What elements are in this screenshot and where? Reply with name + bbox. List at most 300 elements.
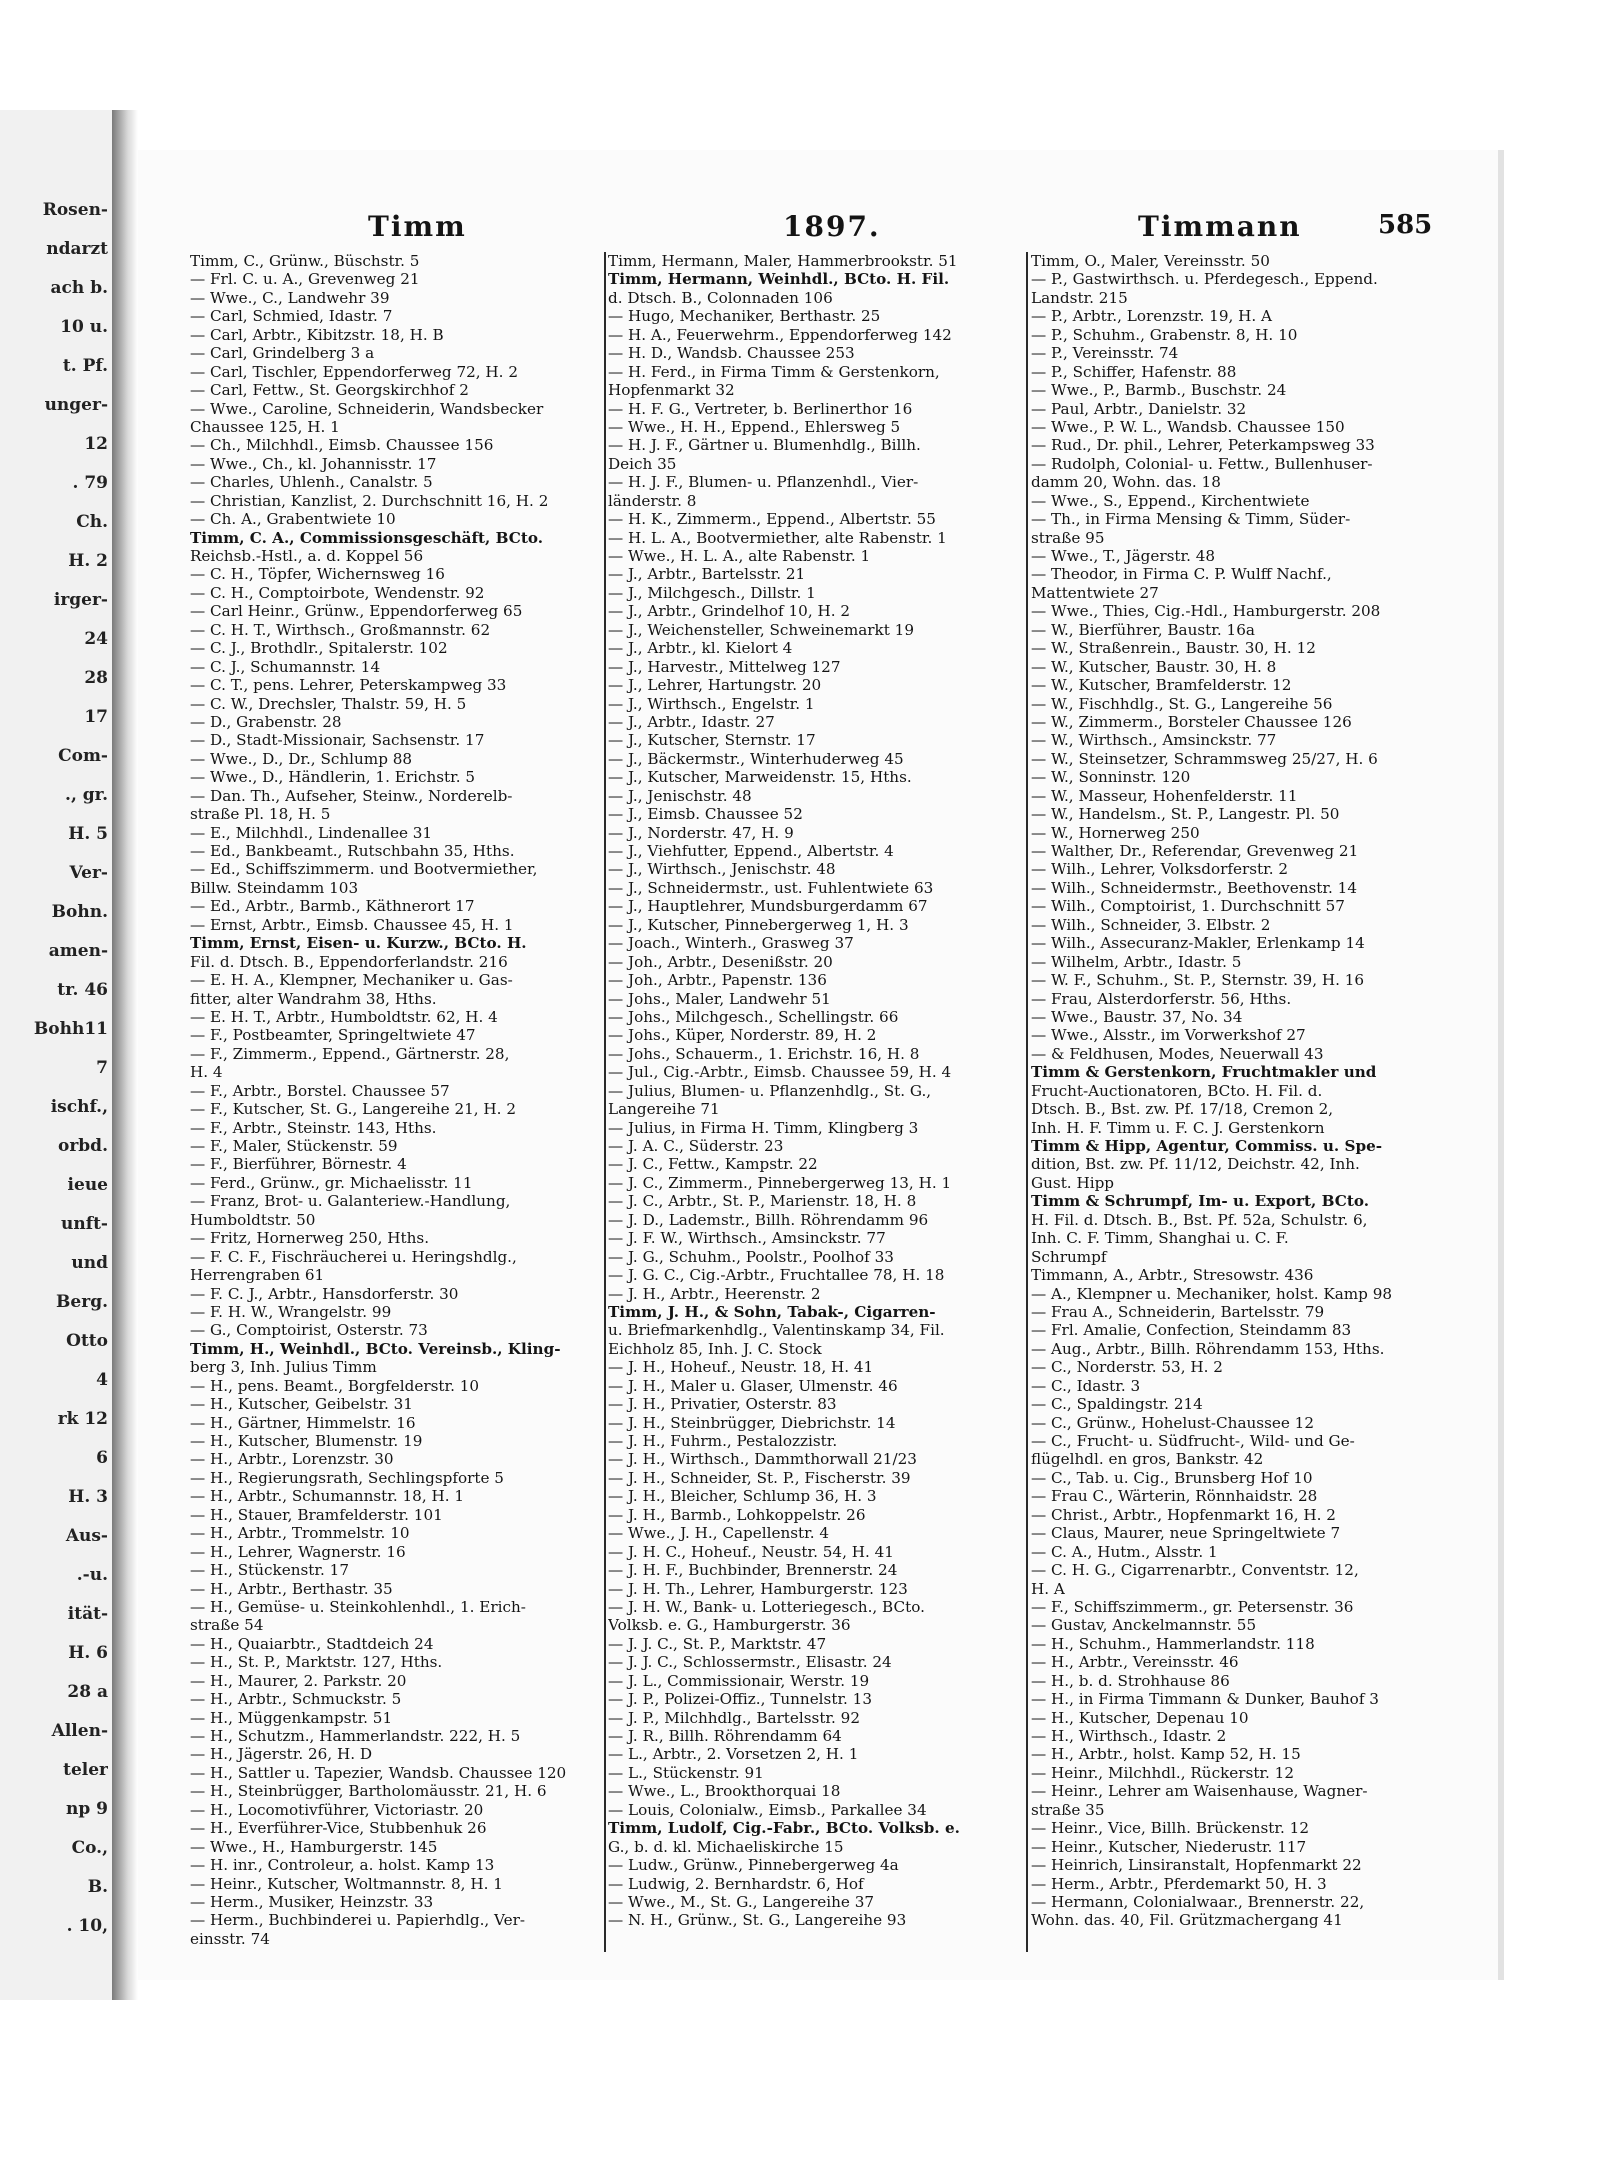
adjacent-text-fragment: Ch. — [76, 512, 108, 532]
adjacent-text-fragment: amen- — [48, 941, 108, 961]
directory-entry: — Wilh., Schneider, 3. Elbstr. 2 — [1031, 915, 1271, 934]
directory-entry: H. A — [1031, 1579, 1065, 1598]
directory-entry: — H., Arbtr., Berthastr. 35 — [190, 1579, 393, 1598]
directory-entry: — J. H., Maler u. Glaser, Ulmenstr. 46 — [608, 1376, 898, 1395]
directory-entry: — J., Weichensteller, Schweinemarkt 19 — [608, 620, 914, 639]
header-year: 1897. — [783, 210, 881, 243]
directory-entry: Timm, J. H., & Sohn, Tabak-, Cigarren- — [608, 1302, 936, 1321]
directory-entry: — J., Wirthsch., Jenischstr. 48 — [608, 860, 836, 879]
directory-entry: — H., Lehrer, Wagnerstr. 16 — [190, 1542, 406, 1561]
directory-entry: — Heinr., Milchhdl., Rückerstr. 12 — [1031, 1763, 1294, 1782]
directory-entry: — F., Postbeamter, Springeltwiete 47 — [190, 1026, 476, 1045]
directory-entry: dition, Bst. zw. Pf. 11/12, Deichstr. 42, Inh. — [1031, 1155, 1360, 1174]
directory-entry: — J., Viehfutter, Eppend., Albertstr. 4 — [608, 842, 894, 860]
directory-entry: d. Dtsch. B., Colonnaden 106 — [608, 288, 833, 307]
directory-entry: — Wwe., D., Händlerin, 1. Erichstr. 5 — [190, 768, 476, 787]
directory-entry: — J. H., Steinbrügger, Diebrichstr. 14 — [608, 1413, 896, 1432]
adjacent-text-fragment: 6 — [96, 1448, 108, 1468]
adjacent-text-fragment: Co., — [71, 1838, 108, 1858]
directory-entry: — D., Stadt-Missionair, Sachsenstr. 17 — [190, 731, 485, 750]
directory-entry: — Herm., Musiker, Heinzstr. 33 — [190, 1892, 434, 1911]
directory-entry: — C. H., Comptoirbote, Wendenstr. 92 — [190, 583, 485, 602]
directory-entry: — J. C., Zimmerm., Pinnebergerweg 13, H. 1 — [608, 1173, 952, 1192]
directory-entry: — Wwe., Ch., kl. Johannisstr. 17 — [190, 454, 437, 473]
directory-entry: — Wwe., P. W. L., Wandsb. Chaussee 150 — [1031, 417, 1345, 436]
directory-entry: — Wwe., Thies, Cig.-Hdl., Hamburgerstr. 208 — [1031, 602, 1381, 621]
directory-entry: — H., Jägerstr. 26, H. D — [190, 1745, 373, 1764]
directory-entry: Inh. H. F. Timm u. F. C. J. Gerstenkorn — [1031, 1118, 1325, 1137]
directory-entry: — Paul, Arbtr., Danielstr. 32 — [1031, 399, 1247, 418]
adjacent-text-fragment: ach b. — [50, 278, 108, 298]
adjacent-text-fragment: H. 6 — [68, 1643, 108, 1663]
directory-entry: — H., Kutscher, Geibelstr. 31 — [190, 1395, 413, 1414]
directory-entry: — H. Ferd., in Firma Timm & Gerstenkorn, — [608, 362, 940, 381]
directory-entry: — C. J., Brothdlr., Spitalerstr. 102 — [190, 639, 448, 658]
directory-entry: — W., Kutscher, Baustr. 30, H. 8 — [1031, 657, 1277, 676]
directory-entry: — W., Wirthsch., Amsinckstr. 77 — [1031, 731, 1277, 750]
directory-entry: — W., Straßenrein., Baustr. 30, H. 12 — [1031, 639, 1316, 658]
directory-entry: — H. A., Feuerwehrm., Eppendorferweg 142 — [608, 325, 952, 344]
directory-entry: — Frau, Alsterdorferstr. 56, Hths. — [1031, 989, 1292, 1008]
directory-entry: Schrumpf — [1031, 1247, 1107, 1266]
directory-entry: — Wwe., H. L. A., alte Rabenstr. 1 — [608, 547, 871, 565]
book-gutter — [112, 110, 138, 2000]
directory-entry: — C. W., Drechsler, Thalstr. 59, H. 5 — [190, 694, 467, 713]
adjacent-text-fragment: orbd. — [58, 1136, 108, 1156]
directory-entry: Billw. Steindamm 103 — [190, 878, 359, 897]
directory-entry: — Wilh., Lehrer, Volksdorferstr. 2 — [1031, 860, 1289, 879]
directory-entry: — J. J. C., St. P., Marktstr. 47 — [608, 1634, 827, 1653]
directory-entry: — H., Kutscher, Depenau 10 — [1031, 1708, 1249, 1727]
directory-entry: — W., Bierführer, Baustr. 16a — [1031, 620, 1255, 639]
directory-entry: — F. H. W., Wrangelstr. 99 — [190, 1302, 392, 1321]
directory-entry: — Ed., Bankbeamt., Rutschbahn 35, Hths. — [190, 842, 515, 860]
directory-entry: — H. inr., Controleur, a. holst. Kamp 13 — [190, 1856, 495, 1875]
adjacent-text-fragment: rk 12 — [57, 1409, 108, 1429]
adjacent-text-fragment: und — [71, 1253, 108, 1273]
directory-entry: — Heinrich, Linsiranstalt, Hopfenmarkt 22 — [1031, 1856, 1362, 1875]
directory-entry: — J. H., Schneider, St. P., Fischerstr. 39 — [608, 1468, 911, 1487]
directory-entry: — J. H. F., Buchbinder, Brennerstr. 24 — [608, 1561, 898, 1580]
directory-entry: einsstr. 74 — [190, 1929, 270, 1948]
directory-entry: — Heinr., Vice, Billh. Brückenstr. 12 — [1031, 1819, 1309, 1838]
directory-entry: Timm, Hermann, Maler, Hammerbrookstr. 51 — [608, 252, 958, 270]
directory-entry: Volksb. e. G., Hamburgerstr. 36 — [608, 1616, 851, 1635]
directory-entry: — H., Locomotivführer, Victoriastr. 20 — [190, 1800, 484, 1819]
column-divider — [604, 252, 606, 1952]
directory-entry: — F. C. F., Fischräucherei u. Heringshdlg., — [190, 1247, 517, 1266]
directory-entry: — Wilh., Schneidermstr., Beethovenstr. 14 — [1031, 878, 1357, 897]
directory-entry: — J., Kutscher, Sternstr. 17 — [608, 731, 816, 750]
directory-entry: Landstr. 215 — [1031, 288, 1128, 307]
directory-entry: — H. L. A., Bootvermiether, alte Rabenstr. 1 — [608, 528, 947, 547]
directory-entry: — J. H. Th., Lehrer, Hamburgerstr. 123 — [608, 1579, 908, 1598]
directory-entry: — Wilh., Comptoirist, 1. Durchschnitt 57 — [1031, 897, 1345, 916]
directory-entry: straße 35 — [1031, 1800, 1105, 1819]
directory-entry: Dtsch. B., Bst. zw. Pf. 17/18, Cremon 2, — [1031, 1100, 1334, 1119]
directory-entry: — W., Zimmerm., Borsteler Chaussee 126 — [1031, 712, 1352, 731]
directory-entry: — Wwe., Alsstr., im Vorwerkshof 27 — [1031, 1026, 1306, 1045]
directory-entry: — Hugo, Mechaniker, Berthastr. 25 — [608, 307, 881, 326]
adjacent-text-fragment: Allen- — [51, 1721, 108, 1741]
directory-entry: Frucht-Auctionatoren, BCto. H. Fil. d. — [1031, 1081, 1323, 1100]
directory-entry: — J., Norderstr. 47, H. 9 — [608, 823, 794, 842]
adjacent-text-fragment: t. Pf. — [62, 356, 108, 376]
directory-entry: — Rud., Dr. phil., Lehrer, Peterkampsweg 33 — [1031, 436, 1375, 455]
adjacent-text-fragment: 12 — [84, 434, 108, 454]
directory-entry: — J. C., Fettw., Kampstr. 22 — [608, 1155, 818, 1174]
directory-entry: — A., Klempner u. Mechaniker, holst. Kamp 98 — [1031, 1284, 1393, 1303]
adjacent-text-fragment: 28 — [84, 668, 108, 688]
directory-entry: — J., Arbtr., Bartelsstr. 21 — [608, 565, 806, 584]
directory-entry: — J., Lehrer, Hartungstr. 20 — [608, 676, 822, 695]
directory-entry: — J., Arbtr., kl. Kielort 4 — [608, 639, 793, 658]
directory-entry: — W., Kutscher, Bramfelderstr. 12 — [1031, 676, 1292, 695]
directory-entry: — Ludwig, 2. Bernhardstr. 6, Hof — [608, 1874, 864, 1893]
directory-entry: — Ferd., Grünw., gr. Michaelisstr. 11 — [190, 1173, 473, 1192]
directory-entry: Deich 35 — [608, 454, 677, 473]
directory-entry: — P., Arbtr., Lorenzstr. 19, H. A — [1031, 307, 1273, 326]
directory-entry: Timm, O., Maler, Vereinsstr. 50 — [1031, 252, 1270, 270]
directory-entry: — Ludw., Grünw., Pinnebergerweg 4a — [608, 1856, 899, 1875]
directory-entry: — Frau C., Wärterin, Rönnhaidstr. 28 — [1031, 1487, 1318, 1506]
directory-entry: — Wwe., Caroline, Schneiderin, Wandsbecker — [190, 399, 544, 418]
directory-entry: — H., Schutzm., Hammerlandstr. 222, H. 5 — [190, 1727, 521, 1745]
directory-entry: — J. J. C., Schlossermstr., Elisastr. 24 — [608, 1653, 892, 1672]
column-divider — [1026, 252, 1028, 1952]
directory-entry: Timm, C. A., Commissionsgeschäft, BCto. — [190, 528, 544, 547]
directory-entry: berg 3, Inh. Julius Timm — [190, 1358, 377, 1377]
directory-entry: — C., Norderstr. 53, H. 2 — [1031, 1358, 1223, 1377]
header-left-keyword: Timm — [368, 210, 467, 243]
directory-entry: — Louis, Colonialw., Eimsb., Parkallee 34 — [608, 1800, 927, 1819]
directory-entry: — H., Regierungsrath, Sechlingspforte 5 — [190, 1468, 504, 1487]
directory-entry: — D., Grabenstr. 28 — [190, 712, 342, 731]
directory-entry: — Wwe., C., Landwehr 39 — [190, 288, 390, 307]
directory-entry: — Christian, Kanzlist, 2. Durchschnitt 16, H. 2 — [190, 491, 549, 510]
header-right-keyword: Timmann — [1138, 210, 1302, 243]
directory-entry: — C. H. T., Wirthsch., Großmannstr. 62 — [190, 620, 491, 639]
directory-entry: — C., Idastr. 3 — [1031, 1376, 1141, 1395]
directory-entry: H. Fil. d. Dtsch. B., Bst. Pf. 52a, Schulstr. 6, — [1031, 1210, 1368, 1229]
directory-entry: — J. D., Lademstr., Billh. Röhrendamm 96 — [608, 1210, 929, 1229]
directory-entry: — Joach., Winterh., Grasweg 37 — [608, 934, 854, 953]
adjacent-text-fragment: unger- — [44, 395, 108, 415]
directory-entry: — J. H., Arbtr., Heerenstr. 2 — [608, 1284, 821, 1303]
adjacent-text-fragment: 10 u. — [60, 317, 108, 337]
directory-entry: — H., Quaiarbtr., Stadtdeich 24 — [190, 1634, 434, 1653]
adjacent-text-fragment: Com- — [58, 746, 108, 766]
adjacent-text-fragment: H. 3 — [68, 1487, 108, 1507]
directory-entry: — J. H., Barmb., Lohkoppelstr. 26 — [608, 1505, 866, 1524]
directory-entry: — P., Vereinsstr. 74 — [1031, 344, 1179, 363]
directory-entry: u. Briefmarkenhdlg., Valentinskamp 34, Fil. — [608, 1321, 945, 1340]
directory-entry: — L., Arbtr., 2. Vorsetzen 2, H. 1 — [608, 1745, 859, 1764]
directory-entry: — H., Maurer, 2. Parkstr. 20 — [190, 1671, 407, 1690]
adjacent-text-fragment: Bohh11 — [33, 1019, 108, 1039]
directory-entry: — W., Steinsetzer, Schrammsweg 25/27, H. 6 — [1031, 749, 1378, 768]
directory-entry: — Wwe., D., Dr., Schlump 88 — [190, 749, 413, 768]
column-1 — [190, 252, 600, 1952]
directory-entry: — J. C., Arbtr., St. P., Marienstr. 18, H. 8 — [608, 1192, 917, 1211]
directory-entry: Timm, H., Weinhdl., BCto. Vereinsb., Kling- — [190, 1339, 561, 1358]
directory-entry: — H., Arbtr., Trommelstr. 10 — [190, 1524, 410, 1543]
directory-entry: — W., Handelsm., St. P., Langestr. Pl. 50 — [1031, 805, 1340, 824]
directory-entry: — Julius, Blumen- u. Pflanzenhdlg., St. G., — [608, 1081, 932, 1100]
directory-entry: — Theodor, in Firma C. P. Wulff Nachf., — [1031, 565, 1332, 584]
directory-entry: — H., Arbtr., Schmuckstr. 5 — [190, 1690, 402, 1709]
directory-entry: — Wwe., H., Hamburgerstr. 145 — [190, 1837, 438, 1856]
directory-entry: straße Pl. 18, H. 5 — [190, 805, 331, 824]
adjacent-text-fragment: Aus- — [65, 1526, 108, 1546]
adjacent-text-fragment: ischf., — [50, 1097, 108, 1117]
directory-entry: — H., Sattler u. Tapezier, Wandsb. Chaussee 120 — [190, 1763, 567, 1782]
directory-entry: länderstr. 8 — [608, 491, 697, 510]
directory-entry: — Wwe., Baustr. 37, No. 34 — [1031, 1007, 1243, 1026]
directory-entry: — Claus, Maurer, neue Springeltwiete 7 — [1031, 1524, 1341, 1543]
directory-entry: — Wwe., P., Barmb., Buschstr. 24 — [1031, 381, 1287, 400]
directory-entry: — J., Hauptlehrer, Mundsburgerdamm 67 — [608, 897, 928, 916]
directory-entry: — J. P., Milchhdlg., Bartelsstr. 92 — [608, 1708, 861, 1727]
directory-entry: — Joh., Arbtr., Desenißstr. 20 — [608, 952, 833, 971]
directory-entry: Chaussee 125, H. 1 — [190, 417, 340, 436]
directory-entry: Mattentwiete 27 — [1031, 583, 1159, 602]
directory-entry: — Ed., Schiffszimmerm. und Bootvermiether, — [190, 860, 538, 879]
directory-entry: — Ch., Milchhdl., Eimsb. Chaussee 156 — [190, 436, 494, 455]
directory-entry: — J., Arbtr., Grindelhof 10, H. 2 — [608, 602, 851, 621]
directory-entry: — J., Eimsb. Chaussee 52 — [608, 805, 803, 824]
directory-entry: Timm & Gerstenkorn, Fruchtmakler und — [1031, 1063, 1377, 1082]
directory-entry: — Hermann, Colonialwaar., Brennerstr. 22, — [1031, 1892, 1365, 1911]
directory-entry: fitter, alter Wandrahm 38, Hths. — [190, 989, 437, 1008]
directory-entry: — J., Bäckermstr., Winterhuderweg 45 — [608, 749, 904, 768]
directory-entry: — W. F., Schuhm., St. P., Sternstr. 39, H. 16 — [1031, 971, 1365, 990]
column-3 — [1031, 252, 1441, 1952]
directory-entry: — H., Arbtr., Vereinsstr. 46 — [1031, 1653, 1239, 1672]
adjacent-text-fragment: . 79 — [72, 473, 108, 493]
directory-entry: — Gustav, Anckelmannstr. 55 — [1031, 1616, 1257, 1635]
directory-entry: — Ernst, Arbtr., Eimsb. Chaussee 45, H. 1 — [190, 915, 514, 934]
directory-entry: — Carl, Fettw., St. Georgskirchhof 2 — [190, 381, 469, 400]
directory-entry: — J., Jenischstr. 48 — [608, 786, 752, 805]
directory-entry: — Rudolph, Colonial- u. Fettw., Bullenhuser- — [1031, 454, 1373, 473]
column-2 — [608, 252, 1018, 1952]
directory-entry: Reichsb.-Hstl., a. d. Koppel 56 — [190, 547, 424, 565]
directory-entry: — H., Arbtr., Lorenzstr. 30 — [190, 1450, 394, 1469]
directory-entry: Gust. Hipp — [1031, 1173, 1115, 1192]
directory-entry: — Frl. Amalie, Confection, Steindamm 83 — [1031, 1321, 1352, 1340]
adjacent-text-fragment: 7 — [96, 1058, 108, 1078]
directory-entry: — Dan. Th., Aufseher, Steinw., Norderelb- — [190, 786, 513, 805]
directory-entry: — W., Hornerweg 250 — [1031, 823, 1200, 842]
adjacent-text-fragment: 17 — [84, 707, 108, 727]
adjacent-text-fragment: Ver- — [69, 863, 108, 883]
adjacent-page-fragment — [0, 110, 115, 2000]
directory-entry: Langereihe 71 — [608, 1100, 720, 1119]
directory-entry: — C., Tab. u. Cig., Brunsberg Hof 10 — [1031, 1468, 1313, 1487]
directory-entry: — H., Everführer-Vice, Stubbenhuk 26 — [190, 1819, 487, 1838]
directory-entry: — J., Kutscher, Pinnebergerweg 1, H. 3 — [608, 915, 909, 934]
directory-entry: flügelhdl. en gros, Bankstr. 42 — [1031, 1450, 1264, 1469]
directory-entry: — Wilh., Assecuranz-Makler, Erlenkamp 14 — [1031, 934, 1365, 953]
directory-entry: — Heinr., Kutscher, Niederustr. 117 — [1031, 1837, 1307, 1856]
directory-entry: — H. F. G., Vertreter, b. Berlinerthor 16 — [608, 399, 913, 418]
directory-entry: — Th., in Firma Mensing & Timm, Süder- — [1031, 510, 1351, 529]
directory-entry: — Carl, Grindelberg 3 a — [190, 344, 375, 363]
directory-entry: Eichholz 85, Inh. J. C. Stock — [608, 1339, 822, 1358]
directory-entry: — C., Grünw., Hohelust-Chaussee 12 — [1031, 1413, 1314, 1432]
page-number: 585 — [1378, 210, 1433, 240]
directory-entry: — H., in Firma Timmann & Dunker, Bauhof 3 — [1031, 1690, 1379, 1709]
directory-entry: — F., Schiffszimmerm., gr. Petersenstr. 36 — [1031, 1597, 1354, 1616]
directory-entry: — J., Schneidermstr., ust. Fuhlentwiete 63 — [608, 878, 934, 897]
directory-entry: — H., Arbtr., Schumannstr. 18, H. 1 — [190, 1487, 465, 1506]
directory-entry: Timm, C., Grünw., Büschstr. 5 — [190, 252, 420, 270]
page-header — [138, 210, 1498, 250]
directory-entry: — J. H. W., Bank- u. Lotteriegesch., BCto. — [608, 1597, 925, 1616]
adjacent-text-fragment: np 9 — [66, 1799, 108, 1819]
directory-entry: — L., Stückenstr. 91 — [608, 1763, 764, 1782]
directory-entry: — C. H. G., Cigarrenarbtr., Conventstr. 12, — [1031, 1561, 1359, 1580]
directory-entry: — F., Bierführer, Börnestr. 4 — [190, 1155, 407, 1174]
directory-entry: — Aug., Arbtr., Billh. Röhrendamm 153, Hths. — [1031, 1339, 1385, 1358]
adjacent-text-fragment: Berg. — [56, 1292, 108, 1312]
directory-entry: — C. T., pens. Lehrer, Peterskampweg 33 — [190, 676, 507, 695]
directory-entry: Timm & Hipp, Agentur, Commiss. u. Spe- — [1031, 1137, 1383, 1155]
directory-entry: straße 95 — [1031, 528, 1105, 547]
directory-entry: — Christ., Arbtr., Hopfenmarkt 16, H. 2 — [1031, 1505, 1336, 1524]
adjacent-text-fragment: 4 — [96, 1370, 108, 1390]
directory-entry: — Carl, Tischler, Eppendorferweg 72, H. 2 — [190, 362, 518, 381]
directory-entry: — G., Comptoirist, Osterstr. 73 — [190, 1321, 428, 1340]
directory-entry: — J. H., Fuhrm., Pestalozzistr. — [608, 1432, 838, 1450]
directory-entry: — H., Gemüse- u. Steinkohlenhdl., 1. Erich- — [190, 1597, 526, 1616]
directory-entry: Timm & Schrumpf, Im- u. Export, BCto. — [1031, 1192, 1369, 1211]
directory-entry: — Carl Heinr., Grünw., Eppendorferweg 65 — [190, 602, 523, 621]
directory-entry: — Johs., Maler, Landwehr 51 — [608, 989, 831, 1008]
directory-entry: — H., Wirthsch., Idastr. 2 — [1031, 1727, 1227, 1745]
adjacent-text-fragment: unft- — [61, 1214, 108, 1234]
directory-entry: — P., Schiffer, Hafenstr. 88 — [1031, 362, 1237, 381]
adjacent-text-fragment: . 10, — [66, 1916, 108, 1936]
adjacent-text-fragment: 28 a — [67, 1682, 108, 1702]
directory-entry: — J. P., Polizei-Offiz., Tunnelstr. 13 — [608, 1690, 873, 1709]
directory-entry: — E., Milchhdl., Lindenallee 31 — [190, 823, 433, 842]
directory-entry: Inh. C. F. Timm, Shanghai u. C. F. — [1031, 1229, 1289, 1248]
directory-entry: — J. G. C., Cig.-Arbtr., Fruchtallee 78, H. 18 — [608, 1266, 945, 1285]
directory-entry: — J., Milchgesch., Dillstr. 1 — [608, 583, 816, 602]
adjacent-text-fragment: ität- — [67, 1604, 108, 1624]
directory-entry: — Frl. C. u. A., Grevenweg 21 — [190, 270, 420, 289]
directory-entry: — P., Schuhm., Grabenstr. 8, H. 10 — [1031, 325, 1298, 344]
directory-entry: Fil. d. Dtsch. B., Eppendorferlandstr. 216 — [190, 952, 508, 971]
adjacent-text-fragment: tr. 46 — [57, 980, 108, 1000]
directory-entry: — Johs., Milchgesch., Schellingstr. 66 — [608, 1007, 899, 1026]
directory-entry: — Franz, Brot- u. Galanteriew.-Handlung, — [190, 1192, 511, 1211]
directory-entry: — J. H., Privatier, Osterstr. 83 — [608, 1395, 837, 1414]
directory-entry: — Carl, Schmied, Idastr. 7 — [190, 307, 393, 326]
directory-entry: — H., Gärtner, Himmelstr. 16 — [190, 1413, 416, 1432]
directory-entry: — Herm., Arbtr., Pferdemarkt 50, H. 3 — [1031, 1874, 1327, 1893]
directory-entry: — Wwe., L., Brookthorquai 18 — [608, 1782, 841, 1801]
directory-entry: — W., Sonninstr. 120 — [1031, 768, 1191, 787]
directory-entry: — F., Maler, Stückenstr. 59 — [190, 1137, 398, 1155]
directory-entry: — H., pens. Beamt., Borgfelderstr. 10 — [190, 1376, 480, 1395]
directory-entry: — Charles, Uhlenh., Canalstr. 5 — [190, 473, 433, 492]
directory-entry: straße 54 — [190, 1616, 264, 1635]
adjacent-text-fragment: 24 — [84, 629, 108, 649]
directory-entry: — J., Arbtr., Idastr. 27 — [608, 712, 775, 731]
directory-entry: H. 4 — [190, 1063, 223, 1082]
directory-entry: — H., St. P., Marktstr. 127, Hths. — [190, 1653, 443, 1672]
directory-entry: — J., Kutscher, Marweidenstr. 15, Hths. — [608, 768, 912, 787]
directory-entry: — Fritz, Hornerweg 250, Hths. — [190, 1229, 430, 1248]
directory-entry: — J., Wirthsch., Engelstr. 1 — [608, 694, 815, 713]
directory-entry: — J. F. W., Wirthsch., Amsinckstr. 77 — [608, 1229, 886, 1248]
adjacent-text-fragment: teler — [63, 1760, 108, 1780]
directory-entry: — Jul., Cig.-Arbtr., Eimsb. Chaussee 59, H. 4 — [608, 1063, 952, 1082]
directory-entry: — Herm., Buchbinderei u. Papierhdlg., Ver- — [190, 1911, 525, 1930]
directory-entry: — C., Spaldingstr. 214 — [1031, 1395, 1203, 1414]
directory-entry: — F., Kutscher, St. G., Langereihe 21, H. 2 — [190, 1100, 516, 1119]
directory-entry: — H., Steinbrügger, Bartholomäusstr. 21, H. 6 — [190, 1782, 547, 1801]
directory-entry: — Heinr., Kutscher, Woltmannstr. 8, H. 1 — [190, 1874, 503, 1893]
directory-entry: — J. H. C., Hoheuf., Neustr. 54, H. 41 — [608, 1542, 894, 1561]
adjacent-text-fragment: H. 5 — [68, 824, 108, 844]
directory-entry: — H., b. d. Strohhause 86 — [1031, 1671, 1230, 1690]
directory-entry: — Johs., Schauerm., 1. Erichstr. 16, H. 8 — [608, 1044, 920, 1063]
directory-entry: — Wwe., J. H., Capellenstr. 4 — [608, 1524, 830, 1543]
directory-entry: — Ed., Arbtr., Barmb., Käthnerort 17 — [190, 897, 475, 916]
directory-entry: — Ch. A., Grabentwiete 10 — [190, 510, 396, 529]
directory-entry: — J. R., Billh. Röhrendamm 64 — [608, 1727, 842, 1745]
directory-entry: — F., Zimmerm., Eppend., Gärtnerstr. 28, — [190, 1044, 510, 1063]
directory-entry: — E. H. A., Klempner, Mechaniker u. Gas- — [190, 971, 513, 990]
directory-entry: — Wwe., T., Jägerstr. 48 — [1031, 547, 1216, 565]
directory-entry: — H., Stückenstr. 17 — [190, 1561, 349, 1580]
directory-entry: — J. H., Hoheuf., Neustr. 18, H. 41 — [608, 1358, 874, 1377]
directory-entry: — E. H. T., Arbtr., Humboldtstr. 62, H. 4 — [190, 1007, 498, 1026]
adjacent-text-fragment: B. — [87, 1877, 108, 1897]
directory-entry: — H. D., Wandsb. Chaussee 253 — [608, 344, 855, 363]
directory-entry: — N. H., Grünw., St. G., Langereihe 93 — [608, 1911, 907, 1930]
adjacent-text-fragment: irger- — [53, 590, 108, 610]
adjacent-text-fragment: Rosen- — [42, 200, 108, 220]
directory-entry: — C. J., Schumannstr. 14 — [190, 657, 381, 676]
directory-page — [138, 150, 1498, 1980]
directory-entry: — C., Frucht- u. Südfrucht-, Wild- und Ge- — [1031, 1432, 1355, 1450]
directory-entry: Timmann, A., Arbtr., Stresowstr. 436 — [1031, 1266, 1314, 1285]
directory-entry: — Wwe., H. H., Eppend., Ehlersweg 5 — [608, 417, 901, 436]
directory-entry: Timm, Hermann, Weinhdl., BCto. H. Fil. — [608, 270, 950, 289]
directory-entry: — J., Harvestr., Mittelweg 127 — [608, 657, 841, 676]
directory-entry: — H. J. F., Blumen- u. Pflanzenhdl., Vier- — [608, 473, 919, 492]
directory-entry: Wohn. das. 40, Fil. Grützmachergang 41 — [1031, 1911, 1343, 1930]
directory-entry: — J. L., Commissionair, Werstr. 19 — [608, 1671, 870, 1690]
directory-entry: — W., Masseur, Hohenfelderstr. 11 — [1031, 786, 1298, 805]
directory-entry: — Frau A., Schneiderin, Bartelsstr. 79 — [1031, 1302, 1325, 1321]
directory-entry: Herrengraben 61 — [190, 1266, 325, 1285]
directory-entry: — Johs., Küper, Norderstr. 89, H. 2 — [608, 1026, 877, 1045]
directory-entry: — P., Gastwirthsch. u. Pferdegesch., Eppend. — [1031, 270, 1378, 289]
adjacent-text-fragment: ndarzt — [46, 239, 108, 259]
directory-entry: — Walther, Dr., Referendar, Grevenweg 21 — [1031, 842, 1359, 860]
directory-entry: — Wwe., S., Eppend., Kirchentwiete — [1031, 491, 1310, 510]
directory-entry: damm 20, Wohn. das. 18 — [1031, 473, 1221, 492]
directory-entry: — Joh., Arbtr., Papenstr. 136 — [608, 971, 827, 990]
directory-entry: — F., Arbtr., Borstel. Chaussee 57 — [190, 1081, 450, 1100]
directory-entry: Humboldtstr. 50 — [190, 1210, 316, 1229]
